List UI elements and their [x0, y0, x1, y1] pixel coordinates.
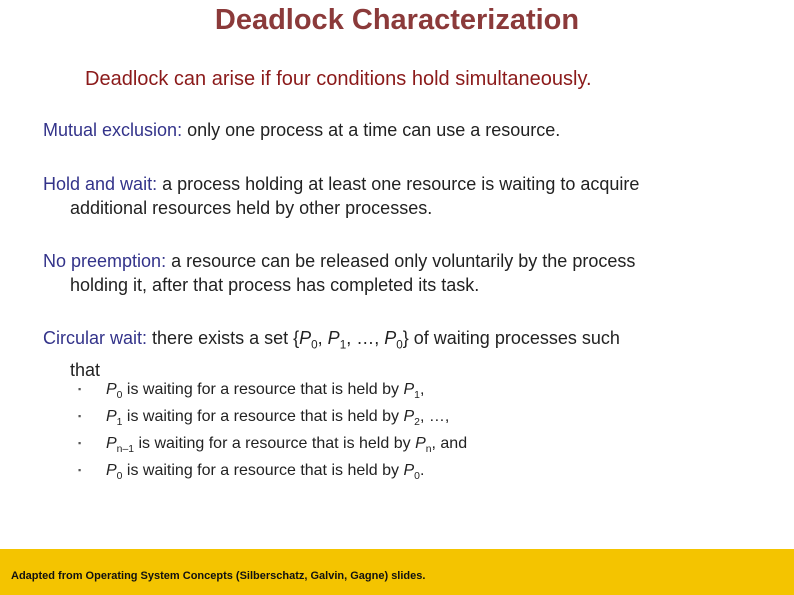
slide-subtitle: Deadlock can arise if four conditions hold simultaneously.: [85, 68, 592, 90]
condition-text: a process holding at least one resource is waiting to acquire: [162, 174, 640, 194]
condition-hold-and-wait: Hold and wait: a process holding at least one resource is waiting to acquire additional resources held by other processes.: [43, 174, 640, 218]
condition-term: No preemption:: [43, 251, 167, 271]
condition-mutual-exclusion: [43, 118, 560, 142]
footer-credit: Adapted from Operating System Concepts (Silberschatz, Galvin, Gagne) slides.: [11, 570, 426, 582]
condition-text: only one process at a time can use a resource.: [187, 120, 561, 140]
bullet-icon: ▪: [78, 438, 82, 448]
condition-text-continued: that: [70, 359, 101, 380]
condition-circular-wait: [43, 326, 620, 382]
condition-no-preemption: [43, 249, 635, 297]
condition-text-continued: holding it, after that process has completed its task.: [70, 275, 480, 295]
condition-text: there exists a set {$P_0$, $P_1$, …, $P_0$} of waiting processes such: [152, 328, 620, 352]
slide-title: Deadlock Characterization: [214, 4, 580, 36]
condition-text-continued: additional resources held by other processes.: [70, 198, 433, 218]
bullet-icon: ▪: [78, 411, 82, 421]
condition-term: Mutual exclusion:: [43, 120, 183, 140]
bullet-icon: ▪: [78, 384, 82, 394]
bullet-icon: ▪: [78, 465, 82, 475]
condition-term: Hold and wait: [43, 174, 153, 194]
condition-term: Circular wait:: [43, 328, 148, 348]
condition-text: a resource can be released only voluntarily by the process: [171, 251, 636, 271]
